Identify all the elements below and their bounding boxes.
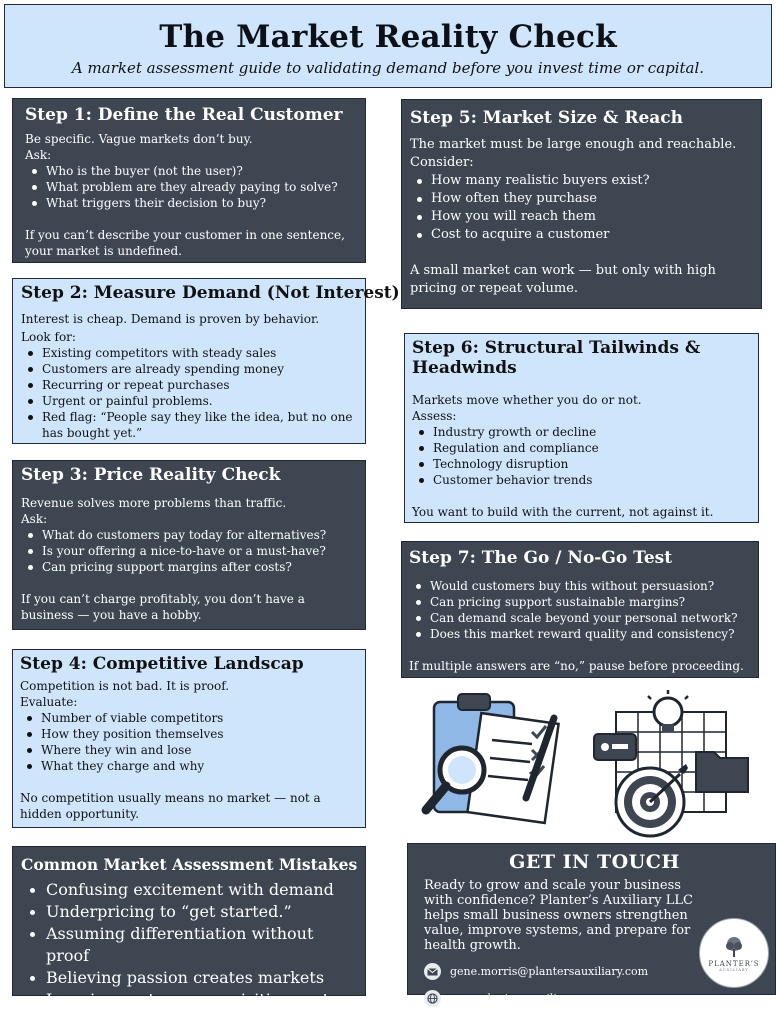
list-item: What triggers their decision to buy? [25, 195, 353, 211]
list-item: What problem are they already paying to solve? [25, 179, 353, 195]
step5-outro: A small market can work — but only with high pricing or repeat volume. [410, 263, 716, 296]
contact-title: GET IN TOUCH [509, 851, 680, 873]
list-item: Industry growth or decline [412, 424, 751, 440]
list-item: Who is the buyer (not the user)? [25, 163, 353, 179]
target-calendar-illustration [592, 690, 752, 840]
step5-card [401, 99, 762, 309]
step1-card [12, 98, 366, 263]
list-item: What do customers pay today for alternatives? [21, 527, 357, 543]
list-item: Would customers buy this without persuasion? [409, 578, 751, 594]
step5-intro: The market must be large enough and reachable. [410, 137, 737, 152]
step2-intro: Interest is cheap. Demand is proven by behavior. [21, 312, 320, 326]
step3-intro: Revenue solves more problems than traffic. [21, 496, 287, 510]
step3-list [21, 527, 357, 575]
list-item: How many realistic buyers exist? [410, 172, 753, 190]
step5-lead: Consider: [410, 155, 474, 170]
step5-title: Step 5: Market Size & Reach [410, 108, 683, 128]
list-item: Urgent or painful problems. [21, 393, 357, 409]
list-item: Can demand scale beyond your personal network? [409, 610, 751, 626]
list-item: How you will reach them [410, 208, 753, 226]
page-title: The Market Reality Check [159, 19, 617, 55]
globe-icon [424, 990, 441, 1007]
list-item: Does this market reward quality and consistency? [409, 626, 751, 642]
email-icon [424, 963, 441, 980]
list-item: Customer behavior trends [412, 472, 751, 488]
step6-card [404, 333, 759, 523]
step1-outro: If you can’t describe your customer in one sentence, your market is undefined. [25, 228, 345, 258]
step4-list [20, 710, 358, 774]
logo-text: PLANTER’S [708, 959, 760, 968]
mistakes-card [12, 846, 366, 1009]
list-item: How often they purchase [410, 190, 753, 208]
step6-title-line1: Step 6: Structural Tailwinds & [412, 338, 701, 358]
header-banner [4, 4, 772, 88]
step1-intro: Be specific. Vague markets don’t buy. [25, 132, 253, 146]
list-item: Is your offering a nice-to-have or a must-have? [21, 543, 357, 559]
mistakes-list [21, 879, 357, 1011]
list-item: Existing competitors with steady sales [21, 345, 357, 361]
website-row[interactable] [424, 990, 765, 1007]
step2-card [12, 278, 400, 444]
contact-card [407, 843, 776, 1005]
list-item: Can pricing support sustainable margins? [409, 594, 751, 610]
email-link[interactable]: gene.morris@plantersauxiliary.com [450, 965, 649, 978]
list-item: Can pricing support margins after costs? [21, 559, 357, 575]
list-item: Customers are already spending money [21, 361, 357, 377]
step6-list [412, 424, 751, 488]
tree-icon [722, 935, 746, 959]
list-item: Ignoring customer acquisition costs [21, 989, 357, 1011]
step3-card [12, 460, 366, 630]
step1-list [25, 163, 353, 211]
step1-title: Step 1: Define the Real Customer [25, 105, 343, 125]
page-subtitle: A market assessment guide to validating demand before you invest time or capital. [71, 59, 705, 77]
list-item: Underpricing to “get started.” [21, 901, 357, 923]
website-link[interactable]: www.plantersauxiliary.com [450, 992, 601, 1005]
step6-intro: Markets move whether you do or not. [412, 393, 642, 407]
step3-lead: Ask: [21, 512, 48, 526]
step7-title: Step 7: The Go / No-Go Test [409, 548, 673, 568]
list-item: Recurring or repeat purchases [21, 377, 357, 393]
step6-title-line2: Headwinds [412, 358, 517, 378]
list-item: Technology disruption [412, 456, 751, 472]
step4-card [12, 649, 366, 828]
list-item: Number of viable competitors [20, 710, 358, 726]
list-item: Where they win and lose [20, 742, 358, 758]
step3-outro: If you can’t charge profitably, you don’t have a business — you have a hobby. [21, 592, 305, 622]
list-item: Red flag: “People say they like the idea, but no one has bought yet.” [21, 409, 357, 441]
list-item: Confusing excitement with demand [21, 879, 357, 901]
list-item: Believing passion creates markets [21, 967, 357, 989]
logo-subtext: AUXILIARY [719, 967, 749, 972]
step5-list [410, 172, 753, 244]
step2-lead: Look for: [21, 330, 76, 344]
mistakes-title: Common Market Assessment Mistakes [21, 855, 358, 874]
contact-text: Ready to grow and scale your business with confidence? Planter’s Auxiliary LLC helps small business owners strengthen value, improve systems, and prepare for health growth. [424, 878, 693, 953]
planters-logo [699, 918, 769, 988]
list-item: Cost to acquire a customer [410, 226, 753, 244]
step1-lead: Ask: [25, 148, 52, 162]
step6-lead: Assess: [412, 409, 457, 423]
list-item: How they position themselves [20, 726, 358, 742]
step6-outro: You want to build with the current, not against it. [412, 505, 714, 519]
list-item: Regulation and compliance [412, 440, 751, 456]
step2-title: Step 2: Measure Demand (Not Interest) [21, 283, 400, 303]
step3-title: Step 3: Price Reality Check [21, 465, 281, 485]
step4-intro: Competition is not bad. It is proof. [20, 679, 230, 693]
step7-card [401, 541, 759, 678]
list-item: What they charge and why [20, 758, 358, 774]
step4-title: Step 4: Competitive Landscap [20, 654, 304, 674]
step2-list [21, 345, 357, 441]
step7-outro: If multiple answers are “no,” pause before proceeding. [409, 659, 744, 673]
step7-list [409, 578, 751, 642]
clipboard-magnifier-illustration [414, 688, 574, 838]
list-item: Assuming differentiation without proof [21, 923, 357, 967]
step4-outro: No competition usually means no market — not a hidden opportunity. [20, 791, 321, 821]
step4-lead: Evaluate: [20, 695, 78, 709]
